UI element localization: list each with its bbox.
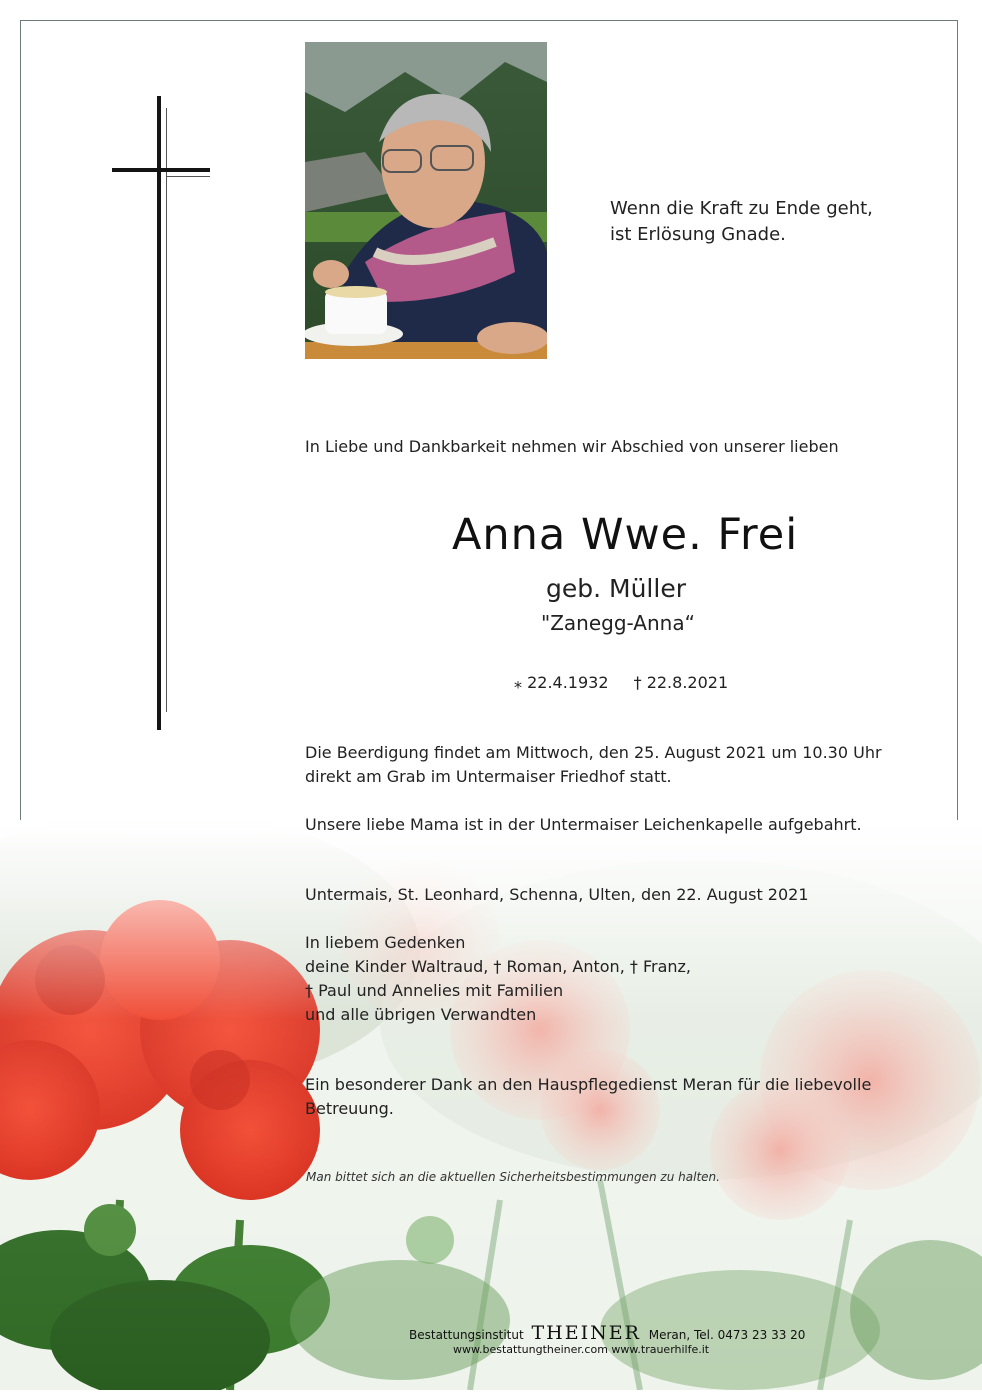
cross-vertical-bar: [157, 96, 161, 730]
death-date: † 22.8.2021: [633, 673, 729, 692]
funeral-home-info: [409, 1322, 805, 1344]
funeral-home-websites[interactable]: www.bestattungtheiner.com www.trauerhilfe.it: [453, 1343, 710, 1356]
born-name: geb. Müller: [546, 574, 686, 603]
funeral-home-contact: Meran, Tel. 0473 23 33 20: [648, 1328, 806, 1342]
funeral-details: [305, 741, 882, 789]
cross-horizontal-bar: [112, 168, 210, 172]
cross-horizontal-shadow: [166, 176, 210, 177]
life-dates: [514, 673, 748, 692]
place-date: Untermais, St. Leonhard, Schenna, Ulten, den 22. August 2021: [305, 885, 809, 904]
portrait-photo: [305, 42, 547, 359]
quote-line: ist Erlösung Gnade.: [610, 224, 786, 245]
mourners-line: deine Kinder Waltraud, † Roman, Anton, † Franz,: [305, 957, 691, 976]
cross-vertical-shadow: [166, 108, 167, 712]
funeral-home-logo: THEINER: [531, 1322, 641, 1344]
funeral-home-prefix: Bestattungsinstitut: [409, 1328, 524, 1342]
birth-date: ⁎ 22.4.1932: [514, 673, 609, 692]
intro-text: In Liebe und Dankbarkeit nehmen wir Abschied von unserer lieben: [305, 437, 839, 456]
thanks: [305, 1073, 871, 1121]
deceased-name: Anna Wwe. Frei: [452, 510, 799, 560]
thanks-line: Ein besonderer Dank an den Hauspflegedienst Meran für die liebevolle: [305, 1075, 872, 1094]
thanks-line: Betreuung.: [305, 1099, 394, 1118]
quote-line: Wenn die Kraft zu Ende geht,: [610, 198, 873, 219]
frame-left-line: [20, 20, 21, 872]
safety-notice: Man bittet sich an die aktuellen Sicherheitsbestimmungen zu halten.: [306, 1170, 720, 1184]
mourners-line: und alle übrigen Verwandten: [305, 1005, 537, 1024]
laid-out-text: Unsere liebe Mama ist in der Untermaiser Leichenkapelle aufgebahrt.: [305, 815, 862, 834]
nickname: "Zanegg-Anna“: [541, 611, 695, 635]
mourners-line: † Paul und Annelies mit Familien: [305, 981, 564, 1000]
funeral-line: Die Beerdigung findet am Mittwoch, den 25. August 2021 um 10.30 Uhr: [305, 743, 882, 762]
quote: [610, 196, 873, 248]
funeral-line: direkt am Grab im Untermaiser Friedhof statt.: [305, 767, 672, 786]
mourners-line: In liebem Gedenken: [305, 933, 466, 952]
frame-top-line: [20, 20, 958, 21]
mourners: [305, 931, 691, 1027]
